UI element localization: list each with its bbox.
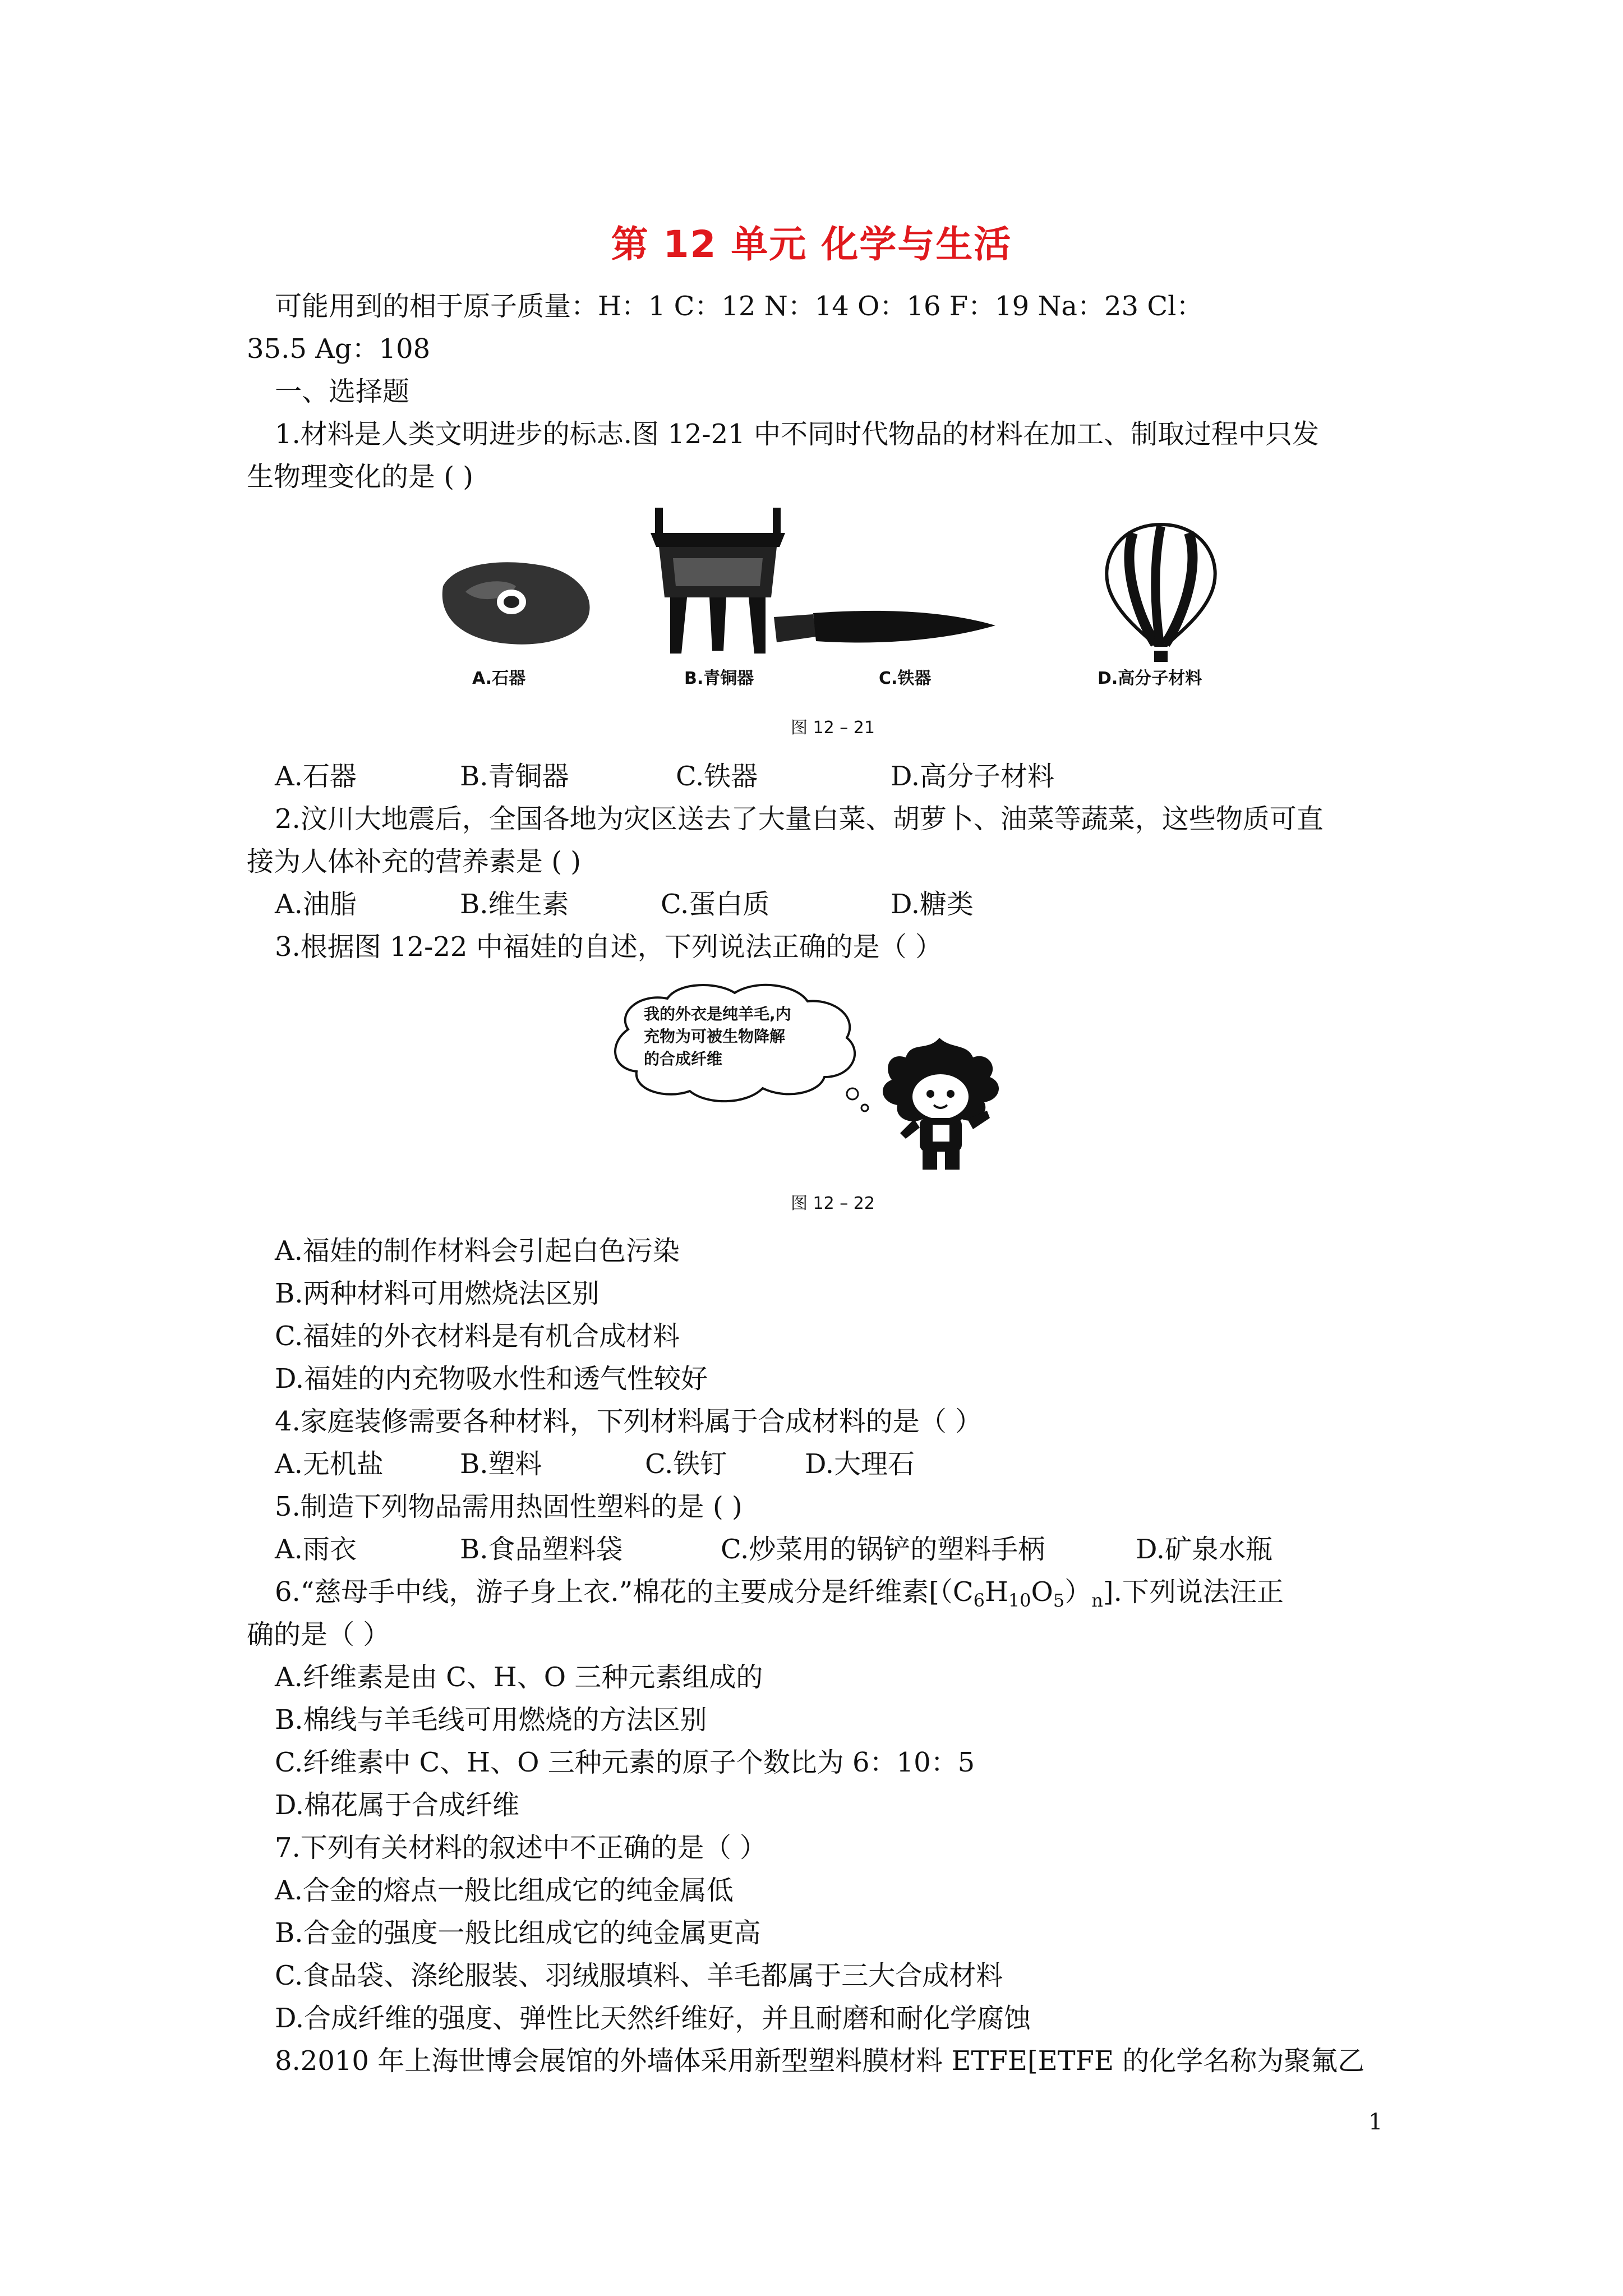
- q6-sub-n: n: [1091, 1590, 1103, 1611]
- q2-option-a: A.油脂: [275, 889, 357, 920]
- q4-option-c: C.铁钉: [645, 1448, 727, 1480]
- q1-option-b: B.青铜器: [460, 761, 569, 792]
- q6-text-prefix: 6.“慈母手中线，游子身上衣.”棉花的主要成分是纤维素[（C: [275, 1576, 974, 1608]
- q2-option-d: D.糖类: [891, 889, 974, 920]
- q3-option-b: B.两种材料可用燃烧法区别: [275, 1278, 600, 1309]
- q6-option-d: D.棉花属于合成纤维: [275, 1789, 520, 1821]
- q7-option-d: D.合成纤维的强度、弹性比天然纤维好，并且耐磨和耐化学腐蚀: [275, 2003, 1031, 2034]
- page-title: 第 12 单元 化学与生活: [611, 223, 1012, 266]
- iron-blade-image: [774, 603, 998, 654]
- q6-sub-6: 6: [973, 1590, 985, 1611]
- q2-text-line1: 2.汶川大地震后，全国各地为灾区送去了大量白菜、胡萝卜、油菜等蔬菜，这些物质可直: [275, 803, 1324, 835]
- q5-option-c: C.炒菜用的锅铲的塑料手柄: [721, 1534, 1045, 1565]
- fig-label-b: B.青铜器: [684, 669, 754, 688]
- q1-option-c: C.铁器: [676, 761, 758, 792]
- bronze-vessel-image: [645, 508, 791, 659]
- q6-sub-5: 5: [1053, 1590, 1065, 1611]
- page-number: 1: [1368, 2109, 1383, 2135]
- q6-option-b: B.棉线与羊毛线可用燃烧的方法区别: [275, 1704, 707, 1736]
- q7-text: 7.下列有关材料的叙述中不正确的是（ ）: [275, 1832, 767, 1864]
- q4-option-b: B.塑料: [460, 1448, 542, 1480]
- q2-text-line2: 接为人体补充的营养素是 ( ): [247, 846, 581, 877]
- q3-option-c: C.福娃的外衣材料是有机合成材料: [275, 1320, 680, 1352]
- q6-option-c: C.纤维素中 C、H、O 三种元素的原子个数比为 6：10：5: [275, 1747, 975, 1778]
- section-heading: 一、选择题: [275, 376, 410, 407]
- fig-label-c: C.铁器: [879, 669, 932, 688]
- q7-option-c: C.食品袋、涤纶服装、羽绒服填料、羊毛都属于三大合成材料: [275, 1960, 1003, 1991]
- q7-option-b: B.合金的强度一般比组成它的纯金属更高: [275, 1917, 761, 1949]
- q7-option-a: A.合金的熔点一般比组成它的纯金属低: [275, 1875, 734, 1906]
- q6-text-line1: [275, 1575, 1284, 1617]
- atomic-masses-line2: 35.5 Ag：108: [247, 333, 431, 365]
- q5-option-a: A.雨衣: [275, 1534, 357, 1565]
- speech-line1: 我的外衣是纯羊毛,内: [644, 1005, 791, 1023]
- fig-label-d: D.高分子材料: [1098, 669, 1202, 688]
- q2-option-c: C.蛋白质: [661, 889, 770, 920]
- q5-text: 5.制造下列物品需用热固性塑料的是 ( ): [275, 1491, 743, 1522]
- q5-option-d: D.矿泉水瓶: [1136, 1534, 1273, 1565]
- q6-close: ）: [1064, 1576, 1092, 1608]
- atomic-masses-line1: 可能用到的相于原子质量：H：1 C：12 N：14 O：16 F：19 Na：23 Cl：: [275, 291, 1204, 322]
- stone-tool-image: [432, 553, 600, 654]
- speech-line3: 的合成纤维: [644, 1050, 723, 1068]
- q2-option-b: B.维生素: [460, 889, 569, 920]
- q4-option-a: A.无机盐: [275, 1448, 384, 1480]
- fuwa-mascot-image: [866, 1035, 1018, 1175]
- fig-label-a: A.石器: [472, 669, 526, 688]
- q4-text: 4.家庭装修需要各种材料，下列材料属于合成材料的是（ ）: [275, 1406, 983, 1437]
- figure-caption-12-22: 图 12 – 22: [791, 1194, 875, 1213]
- q6-sub-10: 10: [1008, 1590, 1031, 1611]
- q1-option-d: D.高分子材料: [891, 761, 1055, 792]
- q3-text: 3.根据图 12-22 中福娃的自述，下列说法正确的是（ ）: [275, 931, 942, 963]
- q6-h: H: [984, 1576, 1008, 1608]
- figure-caption-12-21: 图 12 – 21: [791, 718, 875, 738]
- q6-o: O: [1031, 1576, 1053, 1608]
- q6-option-a: A.纤维素是由 C、H、O 三种元素组成的: [275, 1662, 763, 1693]
- q1-text-line2: 生物理变化的是 ( ): [247, 461, 473, 493]
- speech-line2: 充物为可被生物降解: [644, 1027, 786, 1046]
- hot-air-balloon-image: [1099, 522, 1223, 668]
- q8-text: 8.2010 年上海世博会展馆的外墙体采用新型塑料膜材料 ETFE[ETFE 的化学名称为聚氟乙: [275, 2045, 1365, 2077]
- q1-option-a: A.石器: [275, 761, 357, 792]
- q4-option-d: D.大理石: [805, 1448, 915, 1480]
- q6-text-line2: 确的是（ ）: [247, 1619, 390, 1650]
- q6-text-suffix: ].下列说法汪正: [1103, 1576, 1284, 1608]
- q1-text-line1: 1.材料是人类文明进步的标志.图 12-21 中不同时代物品的材料在加工、制取过程中只发: [275, 418, 1319, 450]
- q3-option-a: A.福娃的制作材料会引起白色污染: [275, 1235, 680, 1267]
- q5-option-b: B.食品塑料袋: [460, 1534, 623, 1565]
- q3-option-d: D.福娃的内充物吸水性和透气性较好: [275, 1363, 708, 1395]
